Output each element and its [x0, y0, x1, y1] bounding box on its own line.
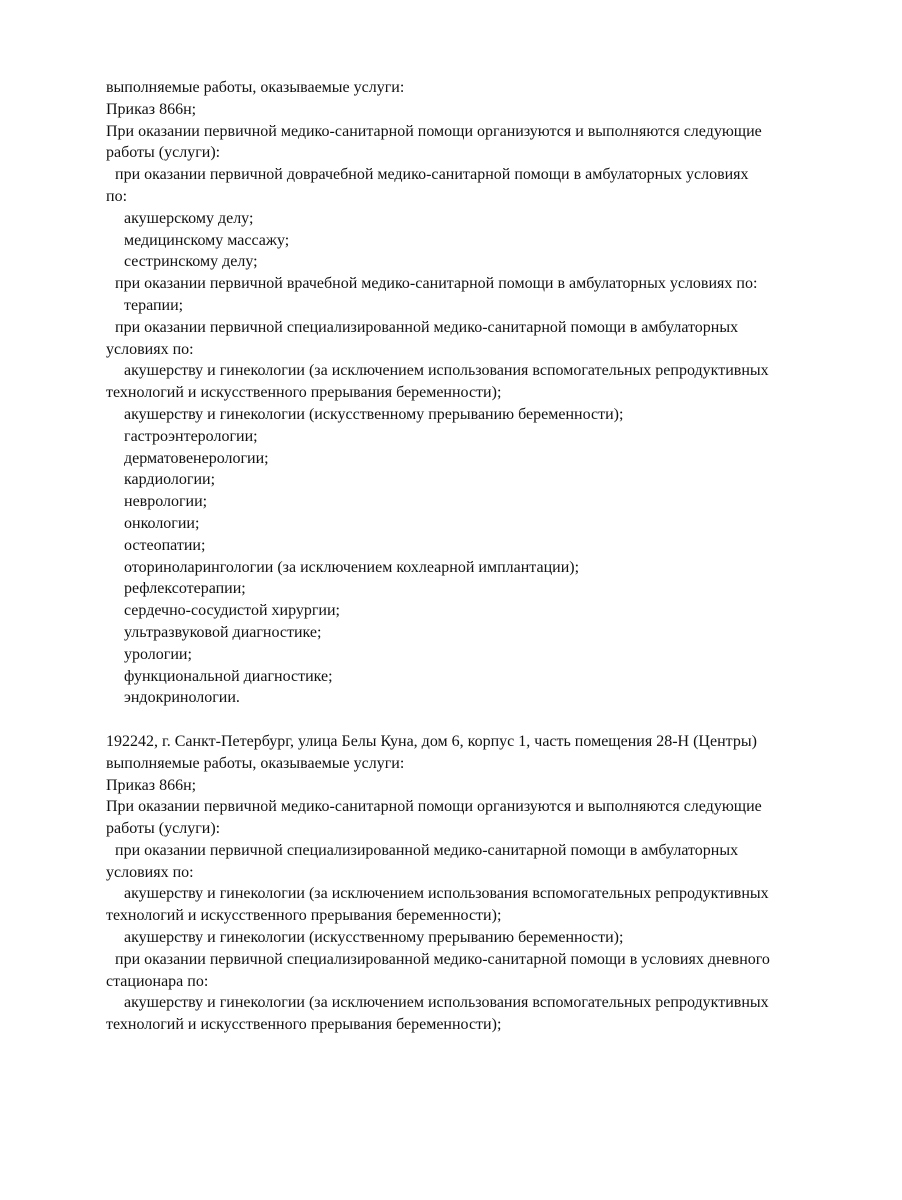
text-line: при оказании первичной специализированной медико-санитарной помощи в условиях дневного: [115, 950, 770, 968]
text-line: условиях по:: [106, 340, 194, 358]
text-line: рефлексотерапии;: [124, 580, 246, 598]
text-line: технологий и искусственного прерывания беременности);: [106, 907, 502, 925]
text-line: При оказании первичной медико-санитарной помощи организуются и выполняются следующие: [106, 798, 762, 816]
text-line: акушерству и гинекологии (искусственному прерыванию беременности);: [124, 929, 624, 947]
text-line: оториноларингологии (за исключением кохлеарной имплантации);: [124, 558, 580, 576]
text-line: терапии;: [124, 296, 184, 314]
text-line: сердечно-сосудистой хирургии;: [124, 602, 340, 620]
text-section: [106, 77, 866, 709]
text-line: При оказании первичной медико-санитарной помощи организуются и выполняются следующие: [106, 122, 762, 140]
text-line: Приказ 866н;: [106, 776, 197, 794]
text-line: медицинскому массажу;: [124, 231, 290, 249]
text-line: стационара по:: [106, 972, 209, 990]
text-line: выполняемые работы, оказываемые услуги:: [106, 79, 405, 96]
text-line: кардиологии;: [124, 471, 216, 489]
text-line: технологий и искусственного прерывания беременности);: [106, 384, 502, 402]
text-line: при оказании первичной доврачебной медико-санитарной помощи в амбулаторных условиях: [115, 166, 749, 184]
text-line: работы (услуги):: [106, 144, 221, 162]
text-section: [106, 731, 866, 1036]
text-line: при оказании первичной врачебной медико-санитарной помощи в амбулаторных условиях по:: [115, 275, 758, 293]
text-line: эндокринологии.: [124, 689, 240, 707]
text-line: Приказ 866н;: [106, 100, 197, 118]
text-line: остеопатии;: [124, 536, 206, 554]
text-line: ультразвуковой диагностике;: [124, 623, 322, 641]
text-line: акушерскому делу;: [124, 209, 254, 227]
text-line: выполняемые работы, оказываемые услуги:: [106, 754, 405, 772]
text-line: условиях по:: [106, 863, 194, 881]
text-line: технологий и искусственного прерывания беременности);: [106, 1016, 502, 1034]
document-page: [106, 77, 866, 1036]
text-line: урологии;: [124, 645, 192, 663]
text-line: акушерству и гинекологии (искусственному прерыванию беременности);: [124, 405, 624, 423]
text-line: акушерству и гинекологии (за исключением использования вспомогательных репродуктивных: [124, 885, 769, 903]
text-line: при оказании первичной специализированной медико-санитарной помощи в амбулаторных: [115, 841, 739, 859]
text-line: акушерству и гинекологии (за исключением использования вспомогательных репродуктивных: [124, 994, 769, 1012]
text-line: гастроэнтерологии;: [124, 427, 258, 445]
text-line: 192242, г. Санкт-Петербург, улица Белы Куна, дом 6, корпус 1, часть помещения 28-Н (Центры): [106, 732, 757, 750]
text-line: при оказании первичной специализированной медико-санитарной помощи в амбулаторных: [115, 318, 739, 336]
text-line: неврологии;: [124, 493, 208, 511]
text-line: дерматовенерологии;: [124, 449, 269, 467]
text-line: по:: [106, 187, 128, 205]
text-line: работы (услуги):: [106, 820, 221, 838]
text-line: функциональной диагностике;: [124, 667, 333, 685]
text-line: сестринскому делу;: [124, 253, 258, 271]
text-line: акушерству и гинекологии (за исключением использования вспомогательных репродуктивных: [124, 362, 769, 380]
text-line: онкологии;: [124, 514, 200, 532]
